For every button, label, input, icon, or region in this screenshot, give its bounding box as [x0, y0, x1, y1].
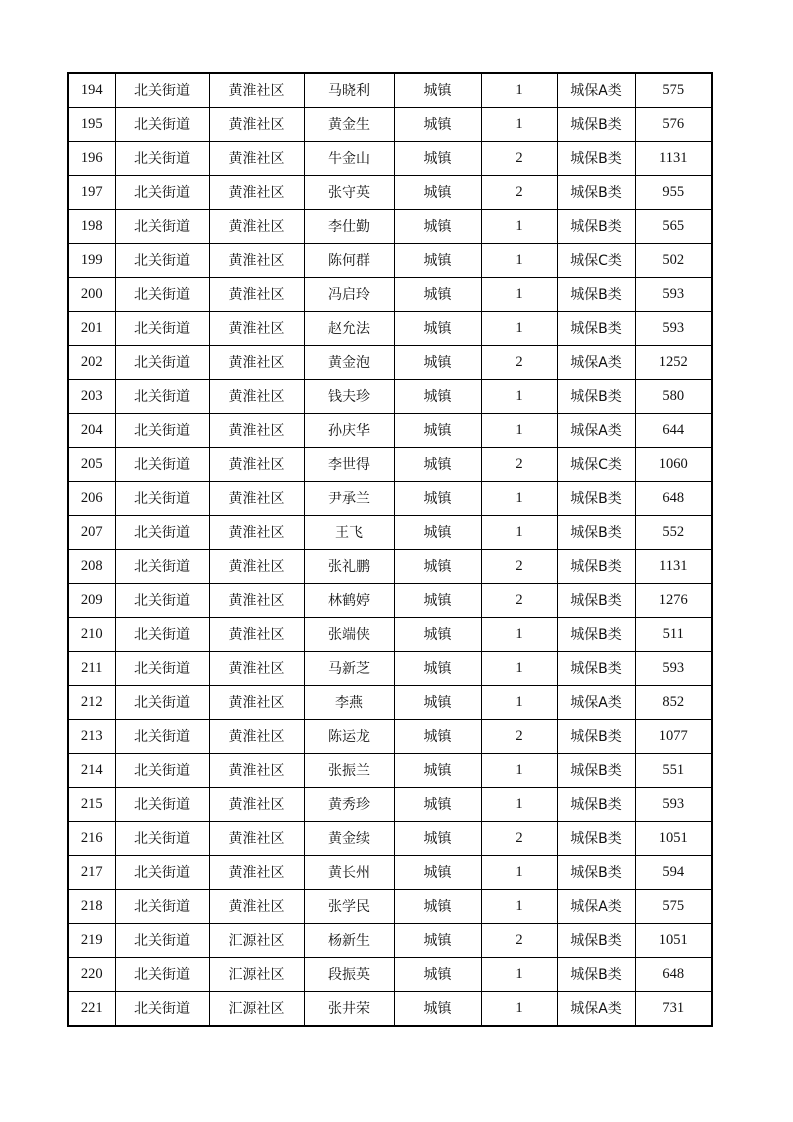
- member-count-cell: 1: [481, 686, 557, 720]
- household-type-cell: 城镇: [394, 244, 481, 278]
- member-count-cell: 1: [481, 516, 557, 550]
- table-row: [68, 550, 712, 584]
- table-row: [68, 992, 712, 1027]
- row-number-cell: 197: [68, 176, 115, 210]
- amount-cell: 551: [635, 754, 712, 788]
- row-number-cell: 199: [68, 244, 115, 278]
- amount-cell: 955: [635, 176, 712, 210]
- name-cell: 黄金生: [304, 108, 394, 142]
- amount-cell: 1051: [635, 924, 712, 958]
- member-count-cell: 2: [481, 448, 557, 482]
- amount-cell: 1051: [635, 822, 712, 856]
- community-cell: 黄淮社区: [209, 244, 304, 278]
- member-count-cell: 2: [481, 720, 557, 754]
- amount-cell: 1131: [635, 142, 712, 176]
- category-cell: 城保B类: [557, 584, 635, 618]
- amount-cell: 594: [635, 856, 712, 890]
- row-number-cell: 212: [68, 686, 115, 720]
- member-count-cell: 1: [481, 482, 557, 516]
- table-row: [68, 720, 712, 754]
- household-type-cell: 城镇: [394, 73, 481, 108]
- name-cell: 黄金泡: [304, 346, 394, 380]
- amount-cell: 575: [635, 890, 712, 924]
- household-type-cell: 城镇: [394, 618, 481, 652]
- row-number-cell: 213: [68, 720, 115, 754]
- name-cell: 尹承兰: [304, 482, 394, 516]
- amount-cell: 580: [635, 380, 712, 414]
- subdistrict-cell: 北关街道: [115, 210, 209, 244]
- amount-cell: 1252: [635, 346, 712, 380]
- subdistrict-cell: 北关街道: [115, 346, 209, 380]
- community-cell: 汇源社区: [209, 992, 304, 1027]
- category-cell: 城保B类: [557, 550, 635, 584]
- name-cell: 张振兰: [304, 754, 394, 788]
- community-cell: 黄淮社区: [209, 312, 304, 346]
- row-number-cell: 198: [68, 210, 115, 244]
- household-type-cell: 城镇: [394, 958, 481, 992]
- member-count-cell: 2: [481, 924, 557, 958]
- row-number-cell: 215: [68, 788, 115, 822]
- name-cell: 牛金山: [304, 142, 394, 176]
- table-row: [68, 346, 712, 380]
- table-row: [68, 108, 712, 142]
- amount-cell: 575: [635, 73, 712, 108]
- category-cell: 城保B类: [557, 108, 635, 142]
- row-number-cell: 220: [68, 958, 115, 992]
- name-cell: 李世得: [304, 448, 394, 482]
- row-number-cell: 206: [68, 482, 115, 516]
- subdistrict-cell: 北关街道: [115, 720, 209, 754]
- row-number-cell: 214: [68, 754, 115, 788]
- table-row: [68, 822, 712, 856]
- category-cell: 城保A类: [557, 992, 635, 1027]
- category-cell: 城保B类: [557, 312, 635, 346]
- category-cell: 城保B类: [557, 618, 635, 652]
- member-count-cell: 1: [481, 73, 557, 108]
- row-number-cell: 195: [68, 108, 115, 142]
- table-row: [68, 142, 712, 176]
- table-row: [68, 414, 712, 448]
- household-type-cell: 城镇: [394, 822, 481, 856]
- name-cell: 杨新生: [304, 924, 394, 958]
- category-cell: 城保B类: [557, 176, 635, 210]
- name-cell: 李仕勤: [304, 210, 394, 244]
- community-cell: 汇源社区: [209, 924, 304, 958]
- community-cell: 黄淮社区: [209, 720, 304, 754]
- community-cell: 黄淮社区: [209, 448, 304, 482]
- name-cell: 陈何群: [304, 244, 394, 278]
- table-row: [68, 652, 712, 686]
- category-cell: 城保A类: [557, 890, 635, 924]
- table-row: [68, 584, 712, 618]
- roster-table: [67, 72, 713, 1027]
- category-cell: 城保B类: [557, 754, 635, 788]
- category-cell: 城保A类: [557, 414, 635, 448]
- subdistrict-cell: 北关街道: [115, 312, 209, 346]
- table-row: [68, 312, 712, 346]
- row-number-cell: 203: [68, 380, 115, 414]
- member-count-cell: 1: [481, 652, 557, 686]
- member-count-cell: 2: [481, 176, 557, 210]
- name-cell: 黄金续: [304, 822, 394, 856]
- subdistrict-cell: 北关街道: [115, 958, 209, 992]
- name-cell: 黄长州: [304, 856, 394, 890]
- subdistrict-cell: 北关街道: [115, 686, 209, 720]
- amount-cell: 852: [635, 686, 712, 720]
- table-row: [68, 448, 712, 482]
- household-type-cell: 城镇: [394, 414, 481, 448]
- table-row: [68, 754, 712, 788]
- name-cell: 张学民: [304, 890, 394, 924]
- member-count-cell: 2: [481, 142, 557, 176]
- community-cell: 黄淮社区: [209, 652, 304, 686]
- subdistrict-cell: 北关街道: [115, 414, 209, 448]
- member-count-cell: 1: [481, 414, 557, 448]
- community-cell: 黄淮社区: [209, 482, 304, 516]
- community-cell: 黄淮社区: [209, 108, 304, 142]
- name-cell: 钱夫珍: [304, 380, 394, 414]
- amount-cell: 644: [635, 414, 712, 448]
- roster-body: [68, 73, 712, 1026]
- table-row: [68, 176, 712, 210]
- category-cell: 城保B类: [557, 652, 635, 686]
- amount-cell: 511: [635, 618, 712, 652]
- row-number-cell: 202: [68, 346, 115, 380]
- community-cell: 黄淮社区: [209, 754, 304, 788]
- subdistrict-cell: 北关街道: [115, 924, 209, 958]
- table-row: [68, 958, 712, 992]
- name-cell: 陈运龙: [304, 720, 394, 754]
- household-type-cell: 城镇: [394, 176, 481, 210]
- amount-cell: 1276: [635, 584, 712, 618]
- household-type-cell: 城镇: [394, 380, 481, 414]
- name-cell: 冯启玲: [304, 278, 394, 312]
- household-type-cell: 城镇: [394, 686, 481, 720]
- name-cell: 赵允法: [304, 312, 394, 346]
- row-number-cell: 201: [68, 312, 115, 346]
- household-type-cell: 城镇: [394, 312, 481, 346]
- subdistrict-cell: 北关街道: [115, 142, 209, 176]
- community-cell: 黄淮社区: [209, 890, 304, 924]
- category-cell: 城保B类: [557, 380, 635, 414]
- household-type-cell: 城镇: [394, 754, 481, 788]
- subdistrict-cell: 北关街道: [115, 652, 209, 686]
- member-count-cell: 2: [481, 822, 557, 856]
- member-count-cell: 1: [481, 754, 557, 788]
- member-count-cell: 1: [481, 890, 557, 924]
- subdistrict-cell: 北关街道: [115, 992, 209, 1027]
- community-cell: 黄淮社区: [209, 550, 304, 584]
- member-count-cell: 1: [481, 380, 557, 414]
- household-type-cell: 城镇: [394, 856, 481, 890]
- household-type-cell: 城镇: [394, 652, 481, 686]
- table-row: [68, 380, 712, 414]
- amount-cell: 552: [635, 516, 712, 550]
- subdistrict-cell: 北关街道: [115, 584, 209, 618]
- subdistrict-cell: 北关街道: [115, 618, 209, 652]
- household-type-cell: 城镇: [394, 992, 481, 1027]
- household-type-cell: 城镇: [394, 346, 481, 380]
- community-cell: 黄淮社区: [209, 686, 304, 720]
- table-row: [68, 618, 712, 652]
- name-cell: 黄秀珍: [304, 788, 394, 822]
- subdistrict-cell: 北关街道: [115, 108, 209, 142]
- table-row: [68, 244, 712, 278]
- member-count-cell: 1: [481, 312, 557, 346]
- community-cell: 汇源社区: [209, 958, 304, 992]
- row-number-cell: 221: [68, 992, 115, 1027]
- row-number-cell: 207: [68, 516, 115, 550]
- category-cell: 城保B类: [557, 788, 635, 822]
- row-number-cell: 218: [68, 890, 115, 924]
- table-row: [68, 890, 712, 924]
- category-cell: 城保A类: [557, 73, 635, 108]
- name-cell: 张礼鹏: [304, 550, 394, 584]
- row-number-cell: 208: [68, 550, 115, 584]
- community-cell: 黄淮社区: [209, 584, 304, 618]
- category-cell: 城保B类: [557, 856, 635, 890]
- community-cell: 黄淮社区: [209, 516, 304, 550]
- member-count-cell: 1: [481, 108, 557, 142]
- category-cell: 城保B类: [557, 924, 635, 958]
- amount-cell: 593: [635, 652, 712, 686]
- name-cell: 马晓利: [304, 73, 394, 108]
- category-cell: 城保B类: [557, 516, 635, 550]
- household-type-cell: 城镇: [394, 720, 481, 754]
- amount-cell: 1131: [635, 550, 712, 584]
- subdistrict-cell: 北关街道: [115, 448, 209, 482]
- household-type-cell: 城镇: [394, 584, 481, 618]
- amount-cell: 565: [635, 210, 712, 244]
- row-number-cell: 210: [68, 618, 115, 652]
- member-count-cell: 2: [481, 550, 557, 584]
- category-cell: 城保B类: [557, 278, 635, 312]
- household-type-cell: 城镇: [394, 108, 481, 142]
- amount-cell: 1060: [635, 448, 712, 482]
- member-count-cell: 1: [481, 958, 557, 992]
- subdistrict-cell: 北关街道: [115, 822, 209, 856]
- subdistrict-cell: 北关街道: [115, 788, 209, 822]
- category-cell: 城保B类: [557, 482, 635, 516]
- amount-cell: 593: [635, 278, 712, 312]
- row-number-cell: 219: [68, 924, 115, 958]
- member-count-cell: 2: [481, 584, 557, 618]
- row-number-cell: 204: [68, 414, 115, 448]
- name-cell: 马新芝: [304, 652, 394, 686]
- community-cell: 黄淮社区: [209, 176, 304, 210]
- amount-cell: 731: [635, 992, 712, 1027]
- category-cell: 城保B类: [557, 958, 635, 992]
- member-count-cell: 1: [481, 210, 557, 244]
- amount-cell: 648: [635, 958, 712, 992]
- member-count-cell: 1: [481, 856, 557, 890]
- name-cell: 李燕: [304, 686, 394, 720]
- category-cell: 城保B类: [557, 720, 635, 754]
- subdistrict-cell: 北关街道: [115, 516, 209, 550]
- row-number-cell: 216: [68, 822, 115, 856]
- household-type-cell: 城镇: [394, 482, 481, 516]
- household-type-cell: 城镇: [394, 890, 481, 924]
- community-cell: 黄淮社区: [209, 788, 304, 822]
- amount-cell: 1077: [635, 720, 712, 754]
- category-cell: 城保B类: [557, 822, 635, 856]
- community-cell: 黄淮社区: [209, 856, 304, 890]
- category-cell: 城保B类: [557, 142, 635, 176]
- household-type-cell: 城镇: [394, 550, 481, 584]
- subdistrict-cell: 北关街道: [115, 244, 209, 278]
- member-count-cell: 1: [481, 278, 557, 312]
- name-cell: 孙庆华: [304, 414, 394, 448]
- table-row: [68, 686, 712, 720]
- household-type-cell: 城镇: [394, 142, 481, 176]
- name-cell: 王飞: [304, 516, 394, 550]
- subdistrict-cell: 北关街道: [115, 754, 209, 788]
- row-number-cell: 194: [68, 73, 115, 108]
- household-type-cell: 城镇: [394, 448, 481, 482]
- name-cell: 林鹤婷: [304, 584, 394, 618]
- community-cell: 黄淮社区: [209, 414, 304, 448]
- name-cell: 张井荣: [304, 992, 394, 1027]
- community-cell: 黄淮社区: [209, 346, 304, 380]
- community-cell: 黄淮社区: [209, 278, 304, 312]
- amount-cell: 648: [635, 482, 712, 516]
- row-number-cell: 209: [68, 584, 115, 618]
- category-cell: 城保A类: [557, 346, 635, 380]
- household-type-cell: 城镇: [394, 210, 481, 244]
- community-cell: 黄淮社区: [209, 73, 304, 108]
- row-number-cell: 211: [68, 652, 115, 686]
- row-number-cell: 205: [68, 448, 115, 482]
- amount-cell: 593: [635, 788, 712, 822]
- community-cell: 黄淮社区: [209, 210, 304, 244]
- amount-cell: 502: [635, 244, 712, 278]
- table-row: [68, 788, 712, 822]
- row-number-cell: 196: [68, 142, 115, 176]
- name-cell: 张守英: [304, 176, 394, 210]
- category-cell: 城保B类: [557, 210, 635, 244]
- table-row: [68, 924, 712, 958]
- table-row: [68, 482, 712, 516]
- household-type-cell: 城镇: [394, 788, 481, 822]
- name-cell: 段振英: [304, 958, 394, 992]
- member-count-cell: 1: [481, 992, 557, 1027]
- community-cell: 黄淮社区: [209, 822, 304, 856]
- subdistrict-cell: 北关街道: [115, 73, 209, 108]
- household-type-cell: 城镇: [394, 924, 481, 958]
- table-row: [68, 278, 712, 312]
- community-cell: 黄淮社区: [209, 618, 304, 652]
- table-row: [68, 516, 712, 550]
- community-cell: 黄淮社区: [209, 380, 304, 414]
- category-cell: 城保C类: [557, 448, 635, 482]
- amount-cell: 576: [635, 108, 712, 142]
- category-cell: 城保A类: [557, 686, 635, 720]
- member-count-cell: 2: [481, 346, 557, 380]
- subdistrict-cell: 北关街道: [115, 278, 209, 312]
- member-count-cell: 1: [481, 244, 557, 278]
- community-cell: 黄淮社区: [209, 142, 304, 176]
- table-row: [68, 856, 712, 890]
- category-cell: 城保C类: [557, 244, 635, 278]
- member-count-cell: 1: [481, 618, 557, 652]
- subdistrict-cell: 北关街道: [115, 176, 209, 210]
- amount-cell: 593: [635, 312, 712, 346]
- subdistrict-cell: 北关街道: [115, 380, 209, 414]
- table-row: [68, 73, 712, 108]
- subdistrict-cell: 北关街道: [115, 856, 209, 890]
- name-cell: 张端侠: [304, 618, 394, 652]
- row-number-cell: 200: [68, 278, 115, 312]
- household-type-cell: 城镇: [394, 516, 481, 550]
- subdistrict-cell: 北关街道: [115, 482, 209, 516]
- subdistrict-cell: 北关街道: [115, 890, 209, 924]
- member-count-cell: 1: [481, 788, 557, 822]
- row-number-cell: 217: [68, 856, 115, 890]
- subdistrict-cell: 北关街道: [115, 550, 209, 584]
- table-row: [68, 210, 712, 244]
- household-type-cell: 城镇: [394, 278, 481, 312]
